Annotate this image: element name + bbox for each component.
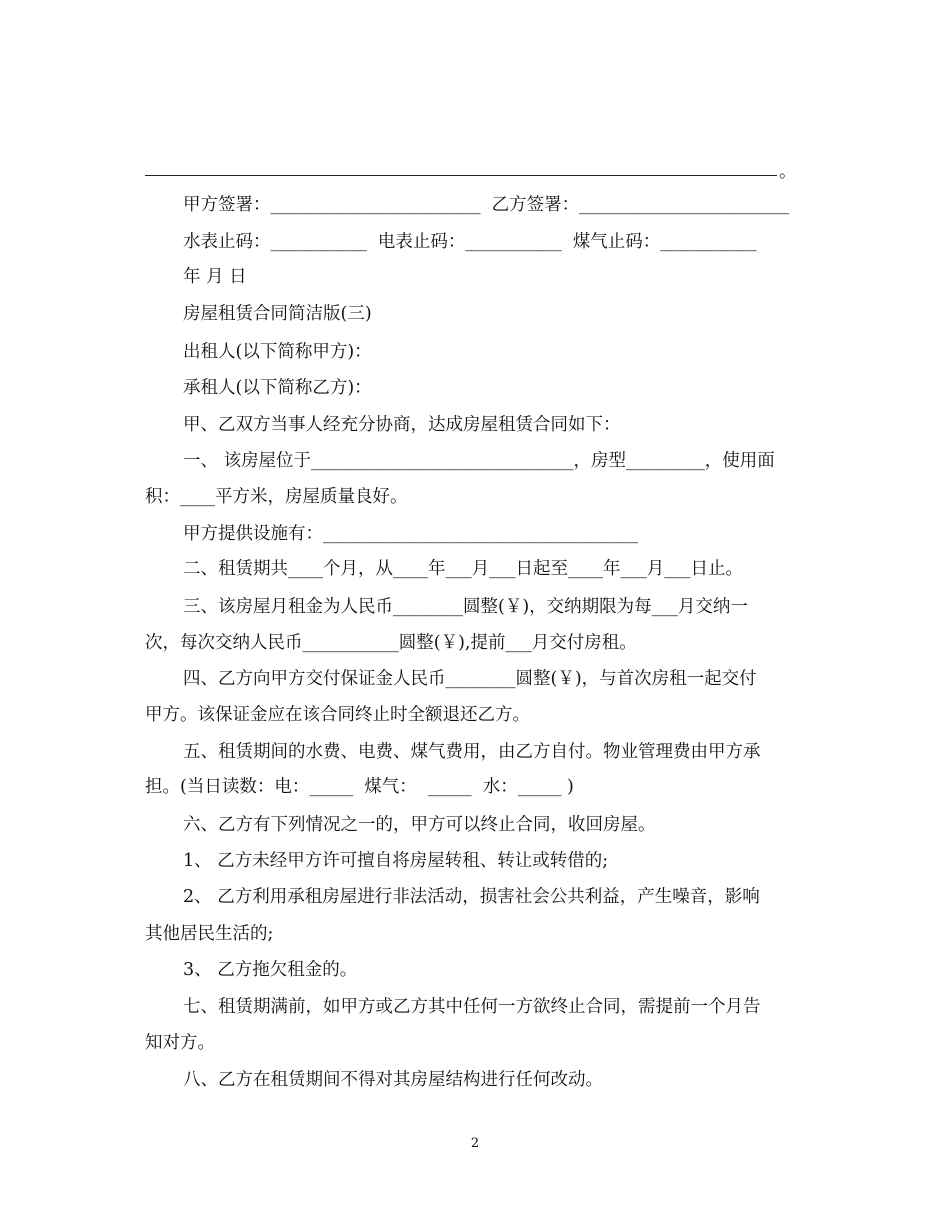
clause-6-item-1: 1、 乙方未经甲方许可擅自将房屋转租、转让或转借的; <box>183 851 609 871</box>
signature-rule <box>145 175 777 176</box>
clause-3-line-1: 三、该房屋月租金为人民币________圆整(￥)，交纳期限为每___月交纳一 <box>183 597 748 617</box>
clause-1-line-1: 一、 该房屋位于______________________________，房型_________，使用面 <box>183 451 775 471</box>
clause-5-line-1: 五、租赁期间的水费、电费、煤气费用，由乙方自付。物业管理费由甲方承 <box>183 742 761 762</box>
clause-5-line-2: 担。(当日读数：电：_____ 煤气： _____ 水：_____ ) <box>145 777 574 797</box>
clause-2-line: 二、租赁期共____个月，从____年___月___日起至____年___月___日止。 <box>183 559 743 579</box>
meter-reading-line: 水表止码：___________ 电表止码：___________ 煤气止码：___________ <box>183 232 757 252</box>
clause-1-line-2: 积：____平方米，房屋质量良好。 <box>145 487 408 507</box>
contract-title: 房屋租赁合同简洁版(三) <box>183 304 372 324</box>
clause-6-item-3: 3、 乙方拖欠租金的。 <box>183 960 358 980</box>
clause-3-line-2: 次，每次交纳人民币___________圆整(￥),提前___月交付房租。 <box>145 633 637 653</box>
clause-6-line: 六、乙方有下列情况之一的，甲方可以终止合同，收回房屋。 <box>183 815 656 835</box>
lessor-line: 出租人(以下简称甲方)： <box>183 342 372 362</box>
signature-line: 甲方签署：________________________ 乙方签署：________________________ <box>183 195 790 215</box>
clause-8-line: 八、乙方在租赁期间不得对其房屋结构进行任何改动。 <box>183 1070 603 1090</box>
clause-4-line-2: 甲方。该保证金应在该合同终止时全额退还乙方。 <box>145 705 530 725</box>
preamble-line: 甲、乙双方当事人经充分协商，达成房屋租赁合同如下： <box>183 415 621 435</box>
lessee-line: 承租人(以下简称乙方)： <box>183 378 372 398</box>
page-number: 2 <box>470 1136 480 1151</box>
clause-4-line-1: 四、乙方向甲方交付保证金人民币________圆整(￥)，与首次房租一起交付 <box>183 669 757 689</box>
clause-6-item-2-line-1: 2、 乙方利用承租房屋进行非法活动，损害社会公共利益，产生噪音，影响 <box>183 887 760 907</box>
clause-6-item-2-line-2: 其他居民生活的; <box>145 924 274 944</box>
clause-7-line-2: 知对方。 <box>145 1033 215 1053</box>
clause-7-line-1: 七、租赁期满前，如甲方或乙方其中任何一方欲终止合同，需提前一个月告 <box>183 997 761 1017</box>
rule-end-mark: 。 <box>779 162 797 182</box>
facilities-line: 甲方提供设施有：____________________________________ <box>183 524 638 544</box>
date-line: 年 月 日 <box>183 267 247 287</box>
